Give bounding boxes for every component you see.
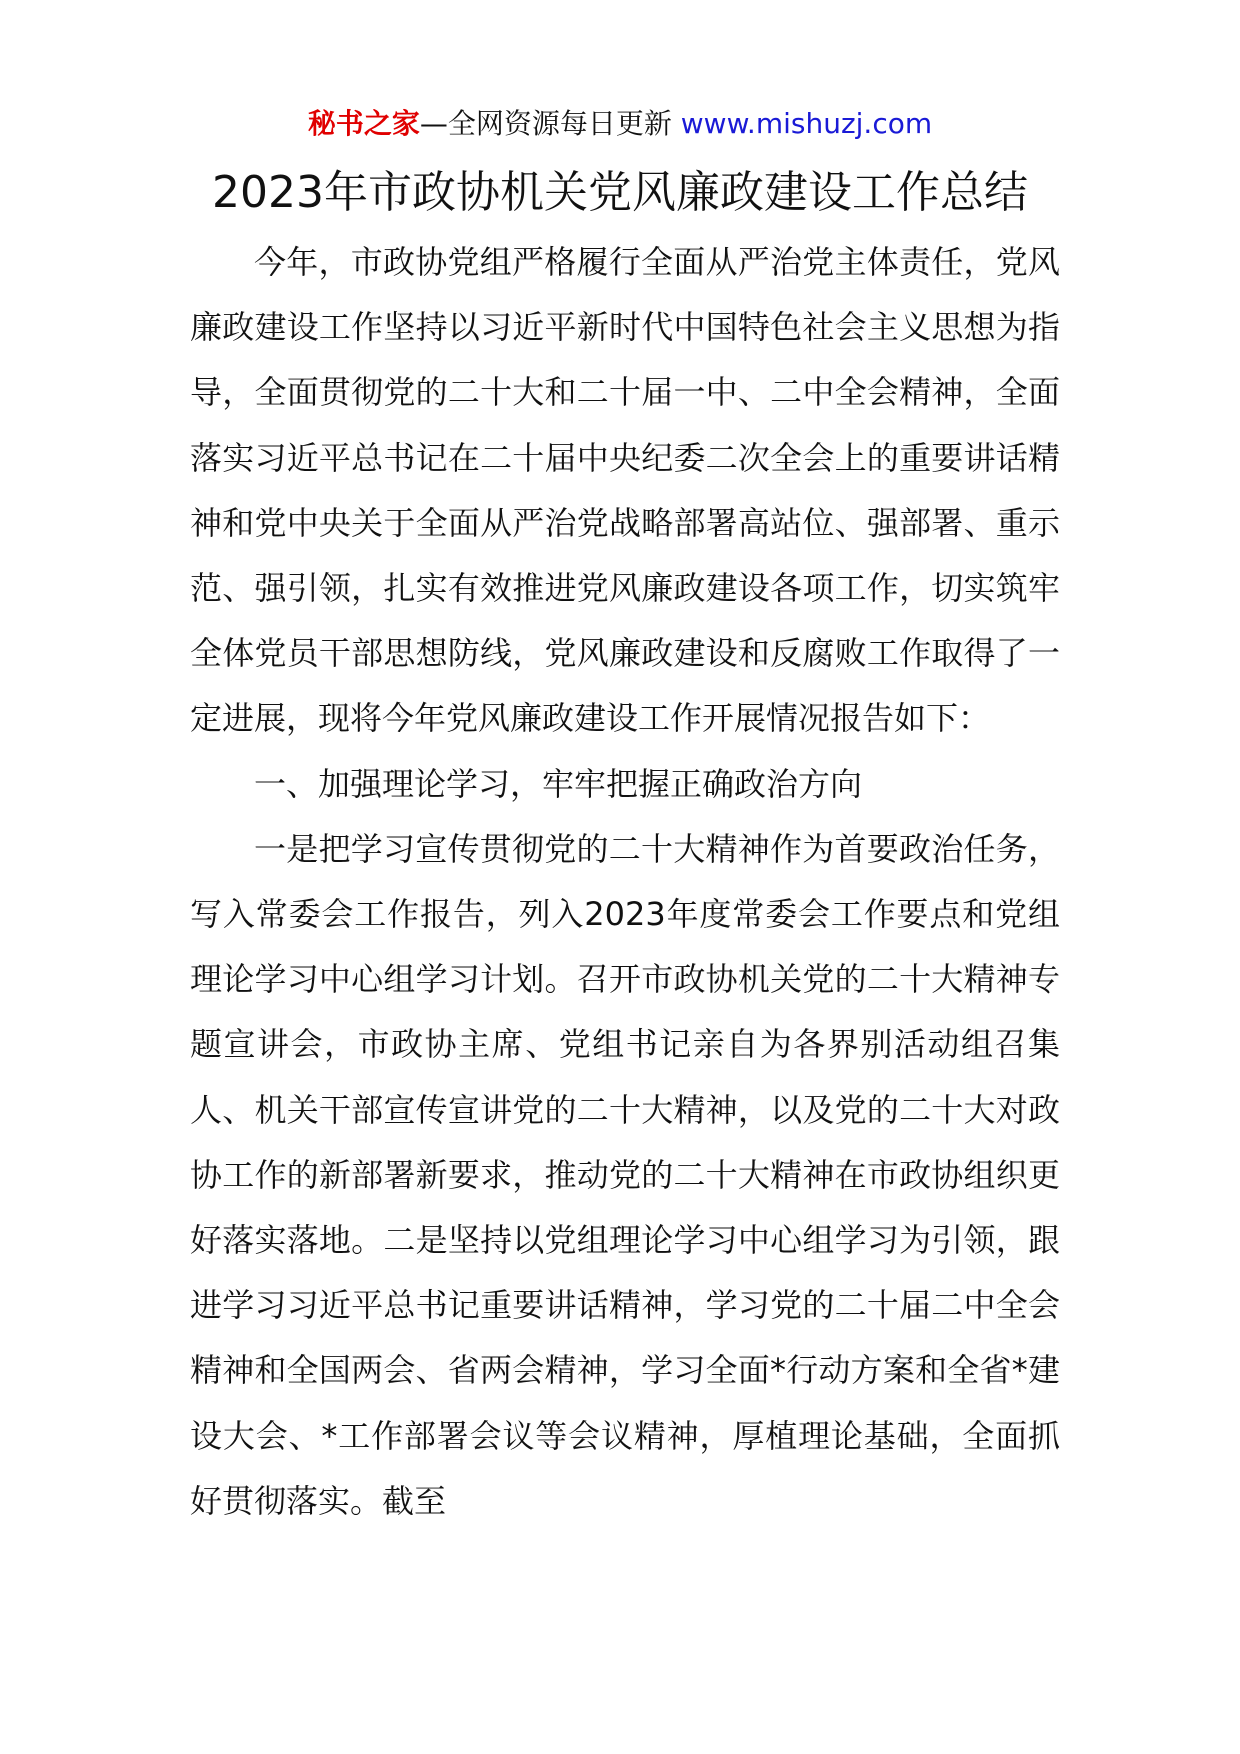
document-body — [190, 230, 1060, 1534]
site-banner — [0, 104, 1240, 144]
section-heading-1: 一、加强理论学习，牢牢把握正确政治方向 — [254, 764, 863, 803]
section-1-paragraph: 一是把学习宣传贯彻党的二十大精神作为首要政治任务，写入常委会工作报告，列入2023年度常委会工作要点和党组理论学习中心组学习计划。召开市政协机关党的二十大精神专题宣讲会，市政协主席、党组书记亲自为各界别活动组召集人、机关干部宣传宣讲党的二十大精神，以及党的二十大对政协工作的新部署新要求，推动党的二十大精神在市政协组织更好落实落地。二是坚持以党组理论学习中心组学习为引领，跟进学习习近平总书记重要讲话精神，学习党的二十届二中全会精神和全国两会、省两会精神，学习全面*行动方案和全省*建设大会、*工作部署会议等会议精神，厚植理论基础，全面抓好贯彻落实。截至 — [190, 829, 1060, 1520]
site-name: 秘书之家 — [307, 107, 420, 140]
intro-paragraph: 今年，市政协党组严格履行全面从严治党主体责任，党风廉政建设工作坚持以习近平新时代中国特色社会主义思想为指导，全面贯彻党的二十大和二十届一中、二中全会精神，全面落实习近平总书记在二十届中央纪委二次全会上的重要讲话精神和党中央关于全面从严治党战略部署高站位、强部署、重示范、强引领，扎实有效推进党风廉政建设各项工作，切实筑牢全体党员干部思想防线，党风廉政建设和反腐败工作取得了一定进展，现将今年党风廉政建设工作开展情况报告如下： — [190, 243, 1060, 738]
document-title: 2023年市政协机关党风廉政建设工作总结 — [212, 167, 1028, 218]
site-slogan: —全网资源每日更新 — [419, 107, 681, 140]
site-url-link[interactable]: www.mishuzj.com — [680, 107, 933, 140]
